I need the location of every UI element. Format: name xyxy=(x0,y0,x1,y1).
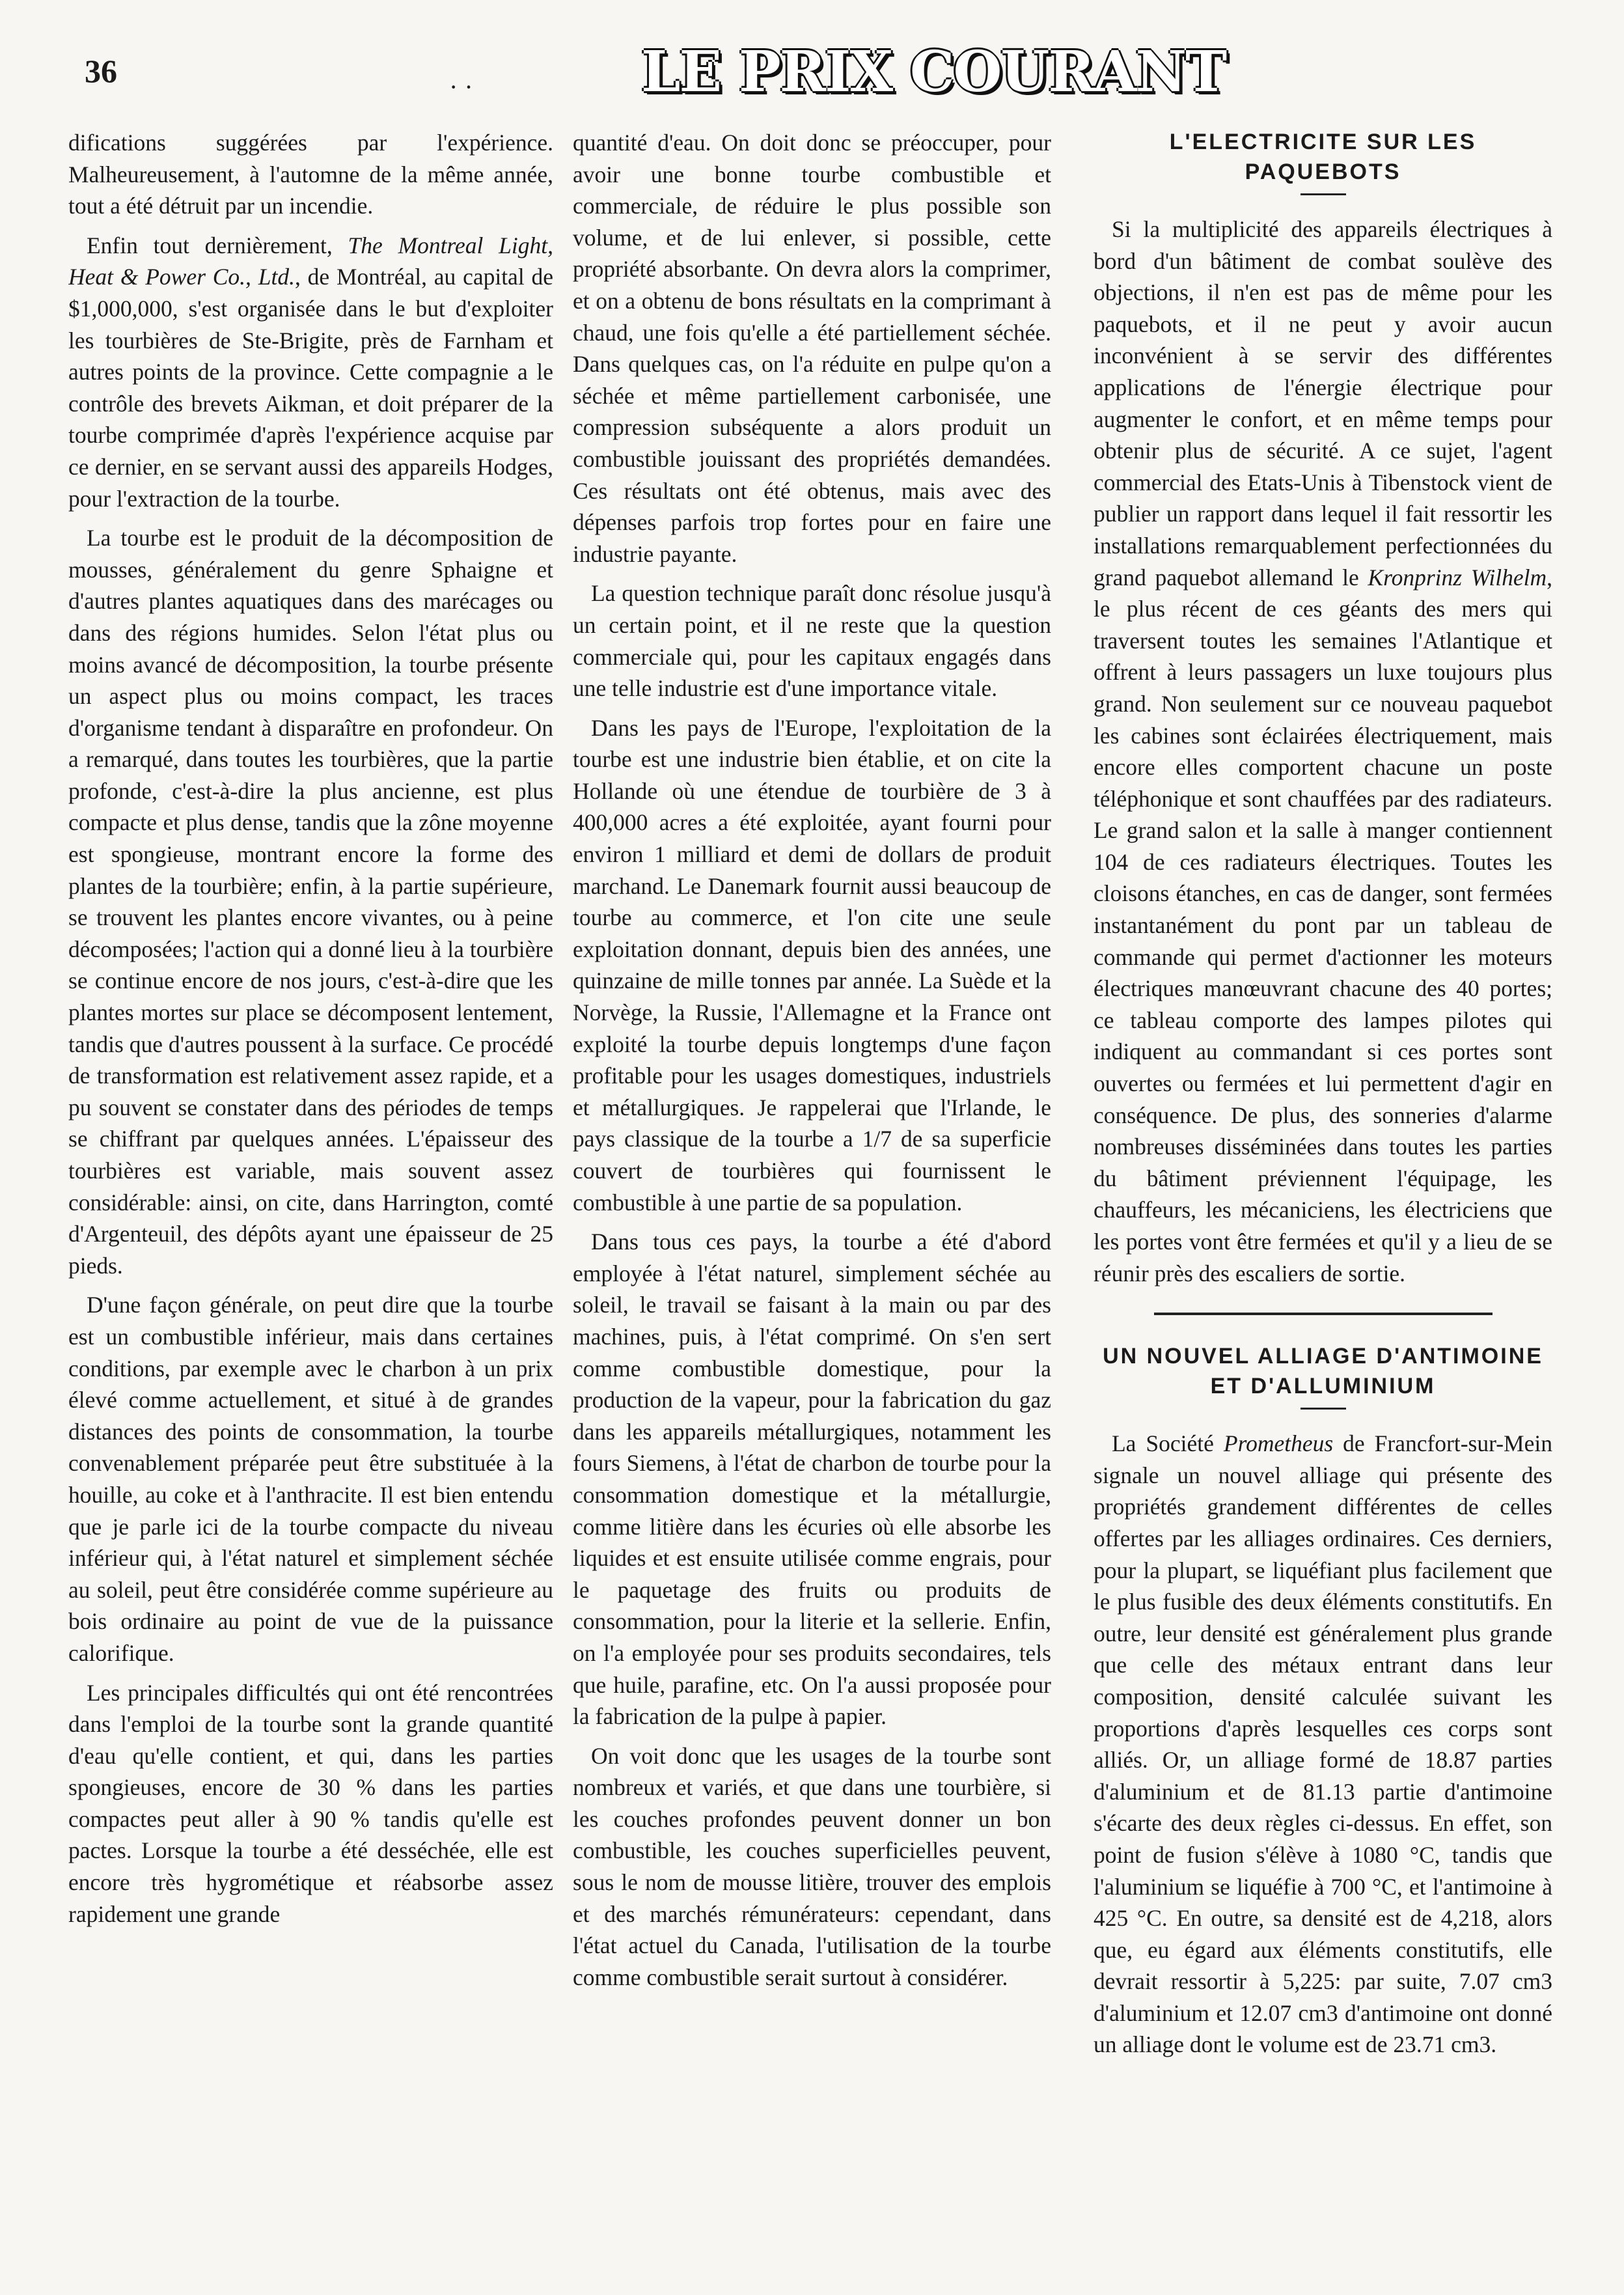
text: , le plus récent de ces géants des mers qui traversent toutes les semaines l'Atlantique et offrent à leurs passagers un luxe toujours plus grand. Non seulement sur ce nouveau paquebot les cabines sont éclairées électriquement, mais encore elles comportent chacune un poste téléphonique et sont chauffées par des radiateurs. Le grand salon et la salle à manger contiennent 104 de ces radiateurs électriques. Toutes les cloisons étanches, en cas de danger, sont fermées instantanément du pont par un tableau de commande qui permet d'actionner les moteurs électriques manœuvrant chacune des 40 portes; ce tableau comporte des lampes pilotes qui indiquent au commandant si ces portes sont ouvertes ou fermées et lui permettent d'agir en conséquence. De plus, des sonneries d'alarme nombreuses disséminées dans toutes les parties du bâtiment préviennent l'équipage, les chauffeurs, les mécaniciens, les électriciens que les portes vont être fermées et qu'il y a lieu de se réunir près des escaliers de sortie. xyxy=(1094,564,1552,1287)
paragraph: Dans les pays de l'Europe, l'exploitation de la tourbe est une industrie bien établie, et on cite la Hollande où une étendue de tourbière de 3 à 400,000 acres a été exploitée, ayant fourni pour environ 1 milliard et demi de dollars de produit marchand. Le Danemark fournit aussi beaucoup de tourbe au commerce, et l'on cite une seule exploitation donnant, depuis bien des années, une quinzaine de mille tonnes par année. La Suède et la Norvège, la Russie, l'Allemagne et la France ont exploité la tourbe depuis longtemps d'une façon profitable pour les usages domestiques, industriels et métallurgiques. Je rappelerai que l'Irlande, le pays classique de la tourbe a 1/7 de sa superficie couvert de tourbières qui fournissent le combustible à une partie de sa population. xyxy=(573,714,1051,1216)
article-headline: L'ELECTRICITE SUR LES PAQUEBOTS xyxy=(1169,130,1477,184)
text: , de Montréal, au capital de $1,000,000, s'est organisée dans le but d'exploiter les tourbières de Ste-Brigite, près de Farnham et autres points de la province. Cette compagnie a le contrôle des brevets Aikman, et doit préparer de la tourbe comprimée d'après l'expérience acquise par ce dernier, en se servant aussi des appareils Hodges, pour l'extraction de la tourbe. xyxy=(68,264,553,512)
paragraph: La tourbe est le produit de la décomposition de mousses, généralement du genre Sphaigne et d'autres plantes aquatiques dans des marécages ou dans des régions humides. Selon l'état plus ou moins avancé de décomposition, la tourbe présente un aspect plus ou moins compact, les traces d'organisme tendant à disparaître en profondeur. On a remarqué, dans toutes les tourbières, que la partie profonde, c'est-à-dire la plus ancienne, est plus compacte et plus dense, tandis que la zône moyenne est spongieuse, montrant encore la forme des plantes de la tourbière; enfin, à la partie supérieure, se trouvent les plantes encore vivantes, ou à peine décomposées; l'action qui a donné lieu à la tourbière se continue encore de nos jours, c'est-à-dire que les plantes mortes sur place se décomposent lentement, tandis que d'autres poussent à la surface. Ce procédé de transformation est relativement assez rapide, et a pu souvent se constater dans des périodes de temps se chiffrant par quelques années. L'épaisseur des tourbières est variable, mais souvent assez considérable: ainsi, on cite, dans Harrington, comté d'Argenteuil, des dépôts ayant une épaisseur de 25 pieds. xyxy=(68,525,553,1279)
divider xyxy=(1154,1313,1493,1315)
paragraph: difications suggérées par l'expérience. Malheureusement, à l'automne de la même année, tout a été détruit par un incendie. xyxy=(68,130,553,219)
column-2 xyxy=(573,127,1051,2243)
paragraph: Les principales difficultés qui ont été rencontrées dans l'emploi de la tourbe sont la grande quantité d'eau qu'elle contient, et qui, dans les parties spongieuses, encore de 30 % dans les parties compactes peut aller à 90 % tandis qu'elle est pactes. Lorsque la tourbe a été desséchée, elle est encore très hygrométique et réabsorbe assez rapidement une grande xyxy=(68,1679,553,1927)
header-dots: · · xyxy=(449,72,473,102)
text: La Société xyxy=(1112,1430,1224,1457)
text: Si la multiplicité des appareils électriques à bord d'un bâtiment de combat soulève des objections, il n'en est pas de même pour les paquebots, et il ne peut y avoir aucun inconvénient à se servir des différentes applications de l'énergie électrique pour augmenter le confort, et en même temps pour obtenir plus de sécurité. A ce sujet, l'agent commercial des Etats-Unis à Tibenstock vient de publier un rapport dans lequel il fait ressortir les installations remarquablement perfectionnées du grand paquebot allemand le xyxy=(1094,216,1552,591)
paragraph: Dans tous ces pays, la tourbe a été d'abord employée à l'état naturel, simplement séchée au soleil, le travail se faisant à la main ou par des machines, puis, à l'état comprimé. On s'en sert comme combustible domestique, pour la production de la vapeur, pour la fabrication du gaz dans les appareils métallurgiques, notamment les fours Siemens, à l'état de charbon de tourbe pour la consommation domestique et la métallurgie, comme litière dans les écuries où elle absorbe les liquides et est ensuite utilisée comme engrais, pour le paquetage des fruits ou produits de consommation, pour la literie et la sellerie. Enfin, on l'a employée pour ses produits secondaires, tels que huile, parafine, etc. On l'a aussi proposée pour la fabrication de la pulpe à papier. xyxy=(573,1229,1051,1730)
paragraph xyxy=(1094,1428,1552,2061)
company-name: The Montreal Light, Heat & Power Co., Ltd. xyxy=(68,232,553,290)
column-3 xyxy=(1094,127,1552,2243)
ship-name: Kronprinz Wilhelm xyxy=(1368,564,1547,591)
paragraph xyxy=(1094,214,1552,1289)
paragraph: quantité d'eau. On doit donc se préoccuper, pour avoir une bonne tourbe combustible et commerciale, de réduire le plus possible son volume, et de lui enlever, si possible, cette propriété absorbante. On devra alors la comprimer, et on a obtenu de bons résultats en la comprimant à chaud, une fois qu'elle a été partiellement séchée. Dans quelques cas, on l'a réduite en pulpe qu'on a séchée et même partiellement carbonisée, une compression subséquente a alors produit un combustible jouissant des propriétés demandées. Ces résultats ont été obtenus, mais avec des dépenses parfois trop fortes pour en faire une industrie payante. xyxy=(573,130,1051,567)
divider xyxy=(1301,1408,1346,1410)
page-number: 36 xyxy=(85,53,117,89)
paragraph xyxy=(68,230,553,514)
column-1 xyxy=(68,127,553,2243)
article-headline: UN NOUVEL ALLIAGE D'ANTIMOINE ET D'ALLUMINIUM xyxy=(1103,1344,1543,1399)
masthead-logo: LE PRIX COURANT xyxy=(641,39,1226,105)
paragraph: On voit donc que les usages de la tourbe sont nombreux et variés, et que dans une tourbière, si les couches profondes peuvent donner un bon combustible, les couches superficielles peuvent, sous le nom de mousse litière, trouver des emplois et des marchés rémunérateurs: cependant, dans l'état actuel du Canada, l'utilisation de la tourbe comme combustible serait surtout à considérer. xyxy=(573,1742,1051,1990)
text: Enfin tout dernièrement, xyxy=(87,232,348,258)
company-name: Prometheus xyxy=(1223,1430,1334,1457)
text: de Francfort-sur-Mein signale un nouvel alliage qui présente des propriétés grandement différentes de celles offertes par les alliages ordinaires. Ces derniers, pour la plupart, se liquéfiant plus facilement que le plus fusible des deux éléments constitutifs. En outre, leur densité est généralement plus grande que celle des métaux entrant dans leur composition, densité calculée suivant les proportions d'après lesquelles ces corps sont alliés. Or, un alliage formé de 18.87 parties d'aluminium et de 81.13 partie d'antimoine s'écarte des deux règles ci-dessus. En effet, son point de fusion s'élève à 1080 °C, tandis que l'aluminium se liquéfie à 700 °C, et l'antimoine à 425 °C. En outre, sa densité est de 4,218, alors que, eu égard aux éléments constitutifs, elle devrait ressortir à 5,225: par suite, 7.07 cm3 d'aluminium et 12.07 cm3 d'antimoine ont donné un alliage dont le volume est de 23.71 cm3. xyxy=(1094,1430,1552,2058)
paragraph: D'une façon générale, on peut dire que la tourbe est un combustible inférieur, mais dans certaines conditions, par exemple avec le charbon à un prix élevé comme actuellement, et situé à de grandes distances des points de consommation, la tourbe convenablement préparée peut être substituée à la houille, au coke et à l'anthracite. Il est bien entendu que je parle ici de la tourbe compacte du niveau inférieur qui, à l'état naturel et simplement séchée au soleil, peut être considérée comme supérieure au bois ordinaire au point de vue de la puissance calorifique. xyxy=(68,1292,553,1666)
divider xyxy=(1301,193,1346,195)
paragraph: La question technique paraît donc résolue jusqu'à un certain point, et il ne reste que la question commerciale qui, pour les capitaux engagés dans une telle industrie est d'une importance vitale. xyxy=(573,580,1051,702)
